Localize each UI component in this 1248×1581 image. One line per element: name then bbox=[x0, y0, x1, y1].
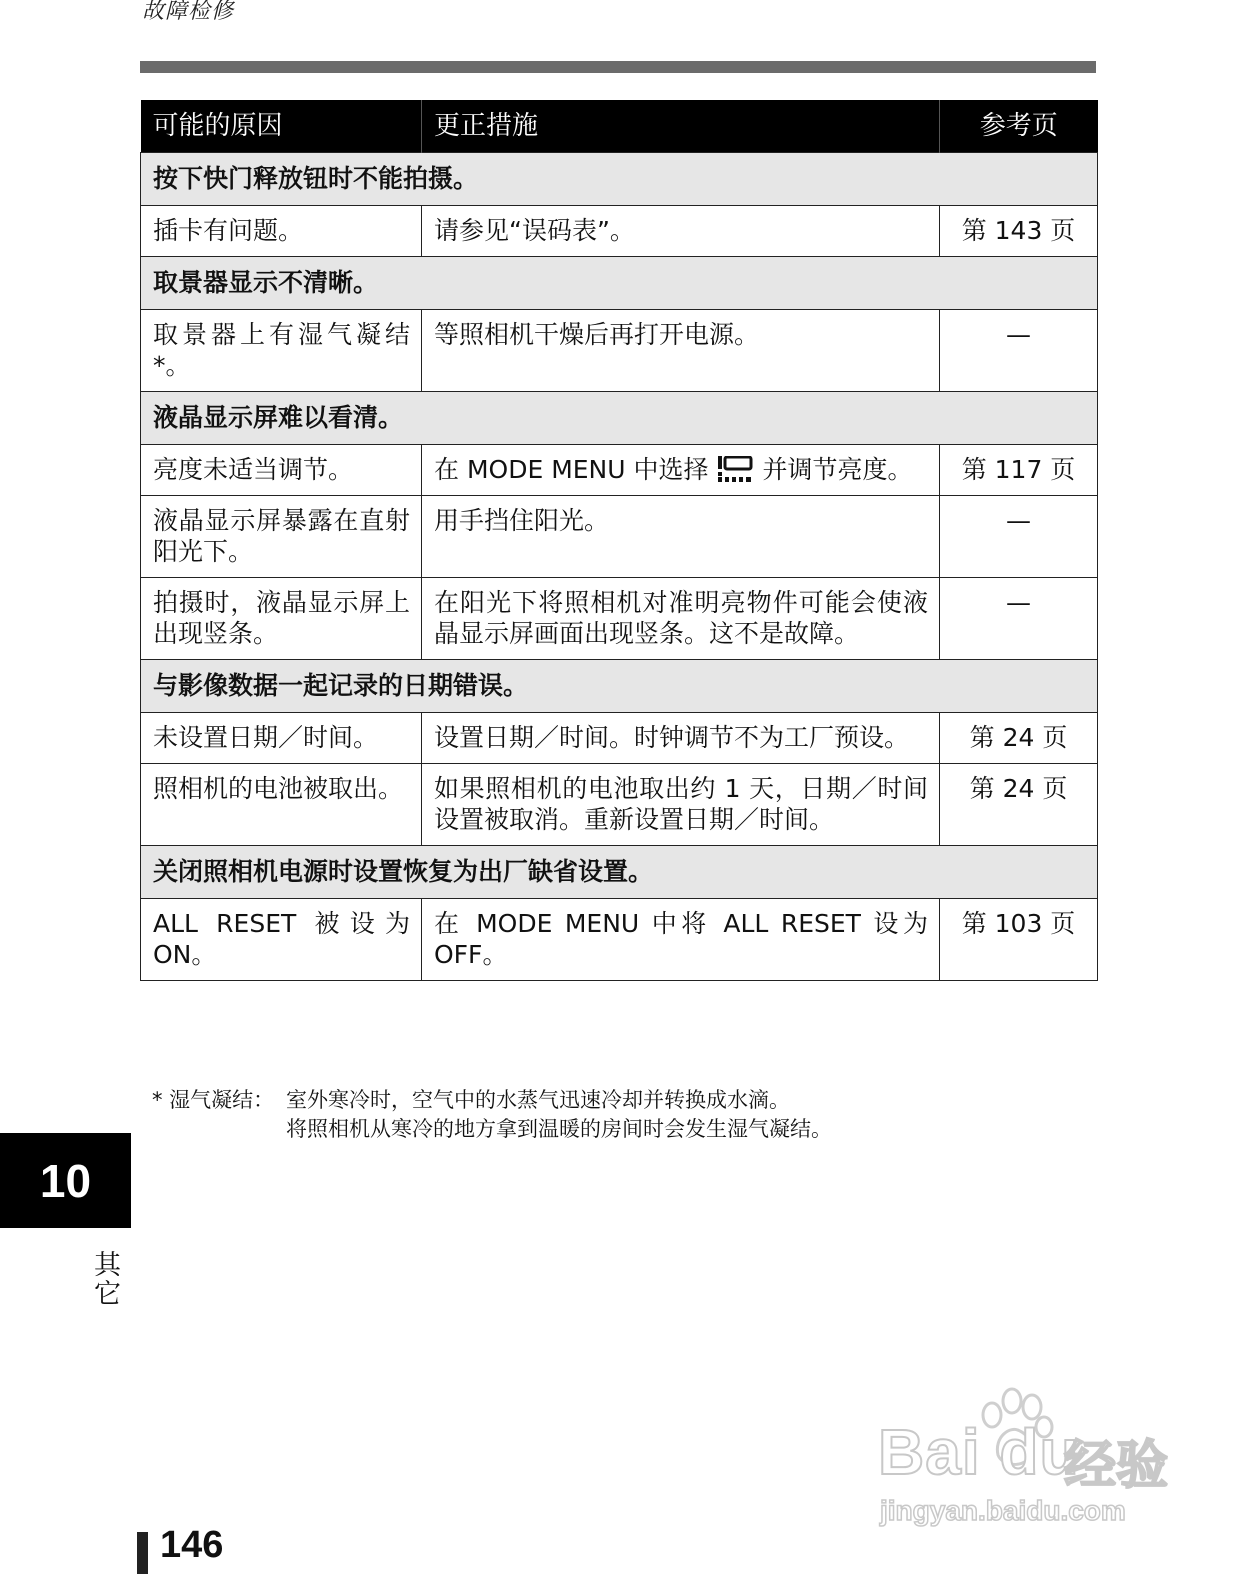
column-header-action: 更正措施 bbox=[422, 100, 940, 153]
section-row bbox=[141, 257, 1098, 310]
section-row bbox=[141, 660, 1098, 713]
footnote-line-1 bbox=[152, 1086, 832, 1115]
cause-cell: 取景器上有湿气凝结*。 bbox=[141, 310, 422, 392]
table-header-row bbox=[141, 100, 1098, 153]
chapter-number-tab: 10 bbox=[0, 1133, 131, 1228]
action-text-after-icon: 并调节亮度。 bbox=[762, 455, 913, 484]
footnote-text-2: 将照相机从寒冷的地方拿到温暖的房间时会发生湿气凝结。 bbox=[286, 1117, 832, 1141]
cause-cell: 拍摄时，液晶显示屏上出现竖条。 bbox=[141, 578, 422, 660]
table-row bbox=[141, 764, 1098, 846]
section-title: 取景器显示不清晰。 bbox=[141, 257, 1098, 310]
cause-cell: 亮度未适当调节。 bbox=[141, 445, 422, 496]
action-cell: 设置日期／时间。时钟调节不为工厂预设。 bbox=[422, 713, 940, 764]
table-row bbox=[141, 899, 1098, 981]
page-number: 146 bbox=[160, 1524, 224, 1566]
action-text-before-icon: 在 MODE MENU 中选择 bbox=[434, 455, 709, 484]
section-title: 与影像数据一起记录的日期错误。 bbox=[141, 660, 1098, 713]
table-row bbox=[141, 445, 1098, 496]
watermark-brand: Bai du bbox=[878, 1416, 1080, 1488]
troubleshooting-table bbox=[140, 100, 1098, 981]
chapter-label: 其它 bbox=[89, 1250, 120, 1308]
action-cell: 用手挡住阳光。 bbox=[422, 496, 940, 578]
watermark-url: jingyan.baidu.com bbox=[880, 1495, 1126, 1526]
table-row bbox=[141, 578, 1098, 660]
reference-cell: — bbox=[940, 578, 1098, 660]
section-row bbox=[141, 392, 1098, 445]
reference-cell: 第 103 页 bbox=[940, 899, 1098, 981]
page-number-bar bbox=[137, 1532, 148, 1574]
reference-cell: 第 117 页 bbox=[940, 445, 1098, 496]
table-row bbox=[141, 206, 1098, 257]
reference-cell: 第 24 页 bbox=[940, 713, 1098, 764]
watermark-cn: 经验 bbox=[1064, 1436, 1169, 1496]
action-cell: 在 MODE MENU 中将 ALL RESET 设为 OFF。 bbox=[422, 899, 940, 981]
action-cell: 在阳光下将照相机对准明亮物件可能会使液晶显示屏画面出现竖条。这不是故障。 bbox=[422, 578, 940, 660]
cause-cell: 未设置日期／时间。 bbox=[141, 713, 422, 764]
action-cell: 如果照相机的电池取出约 1 天，日期／时间设置被取消。重新设置日期／时间。 bbox=[422, 764, 940, 846]
baidu-watermark bbox=[878, 1385, 1178, 1535]
action-cell: 请参见“误码表”。 bbox=[422, 206, 940, 257]
section-row bbox=[141, 153, 1098, 206]
reference-cell: — bbox=[940, 496, 1098, 578]
table-row bbox=[141, 496, 1098, 578]
cause-cell: 液晶显示屏暴露在直射阳光下。 bbox=[141, 496, 422, 578]
cause-cell: 插卡有问题。 bbox=[141, 206, 422, 257]
reference-cell: 第 143 页 bbox=[940, 206, 1098, 257]
page-header-title: 故障检修 bbox=[142, 0, 235, 24]
footnote bbox=[152, 1086, 832, 1144]
footnote-label: * 湿气凝结： bbox=[152, 1088, 275, 1112]
table-row bbox=[141, 310, 1098, 392]
table-row bbox=[141, 713, 1098, 764]
cause-cell: 照相机的电池被取出。 bbox=[141, 764, 422, 846]
section-row bbox=[141, 846, 1098, 899]
action-cell: 等照相机干燥后再打开电源。 bbox=[422, 310, 940, 392]
header-rule bbox=[140, 61, 1096, 73]
lcd-brightness-icon bbox=[715, 456, 757, 482]
section-title: 液晶显示屏难以看清。 bbox=[141, 392, 1098, 445]
section-title: 关闭照相机电源时设置恢复为出厂缺省设置。 bbox=[141, 846, 1098, 899]
footnote-text-1: 室外寒冷时，空气中的水蒸气迅速冷却并转换成水滴。 bbox=[286, 1088, 790, 1112]
cause-cell: ALL RESET 被设为 ON。 bbox=[141, 899, 422, 981]
reference-cell: — bbox=[940, 310, 1098, 392]
column-header-cause: 可能的原因 bbox=[141, 100, 422, 153]
column-header-reference: 参考页 bbox=[940, 100, 1098, 153]
reference-cell: 第 24 页 bbox=[940, 764, 1098, 846]
section-title: 按下快门释放钮时不能拍摄。 bbox=[141, 153, 1098, 206]
action-cell bbox=[422, 445, 940, 496]
